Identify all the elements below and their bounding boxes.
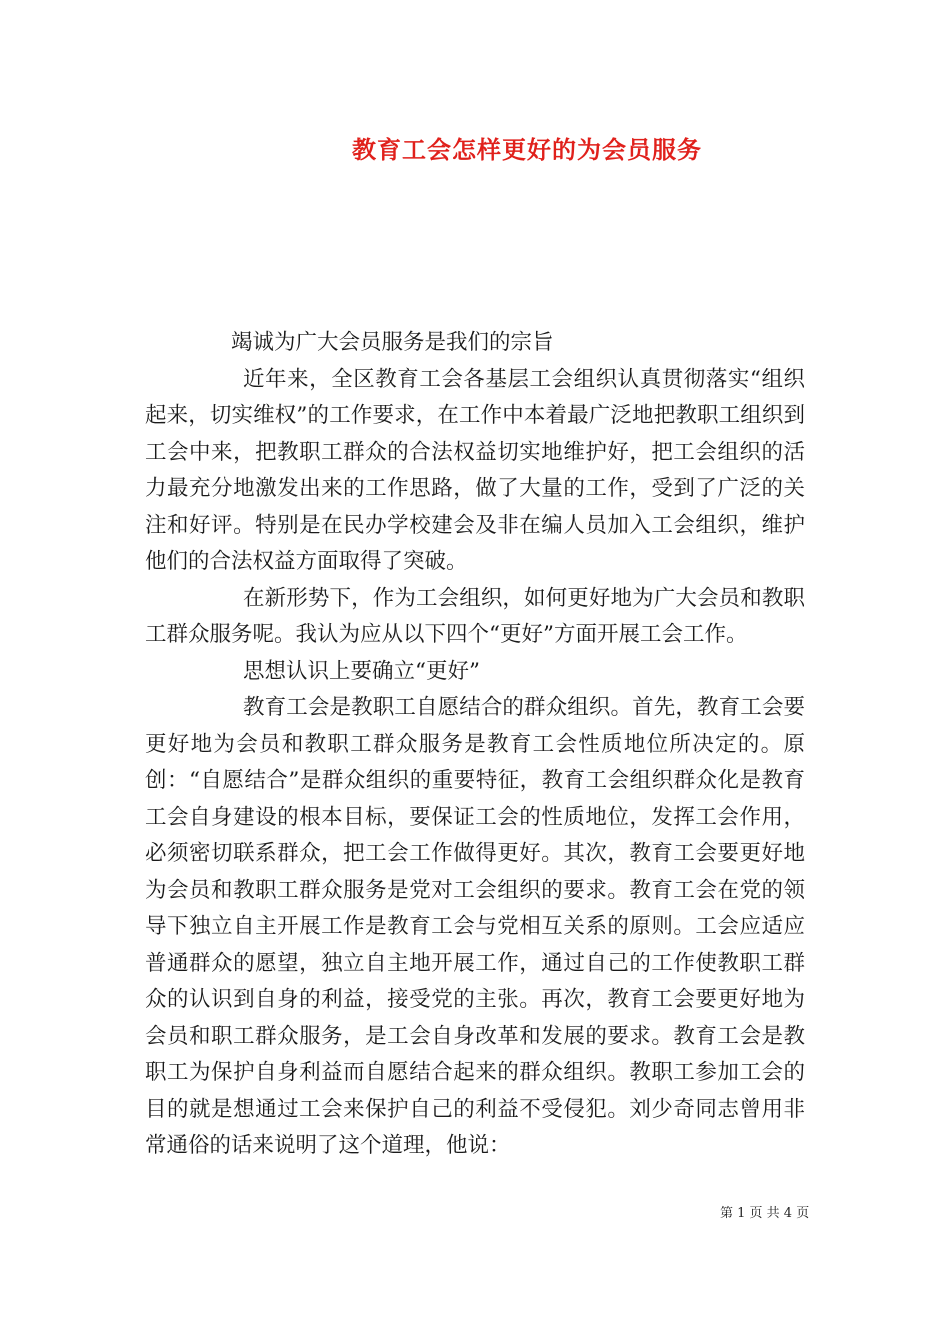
page-number-footer: 第 1 页 共 4 页 bbox=[720, 1206, 810, 1221]
section-heading: 思想认识上要确立“更好” bbox=[243, 658, 480, 684]
body-paragraph: 教育工会是教职工自愿结合的群众组织。首先，教育工会要更好地为会员和教职工群众服务是教育工会性质地位所决定的。原创：“自愿结合”是群众组织的重要特征，教育工会组织群众化是教育工会自身建设的根本目标，要保证工会的性质地位，发挥工会作用，必须密切联系群众，把工会工作做得更好。其次，教育工会要更好地为会员和教职工群众服务是党对工会组织的要求。教育工会在党的领导下独立自主开展工作是教育工会与党相互关系的原则。工会应适应普通群众的愿望，独立自主地开展工作，通过自己的工作使教职工群众的认识到自身的利益，接受党的主张。再次，教育工会要更好地为会员和职工群众服务，是工会自身改革和发展的要求。教育工会是教职工为保护自身利益而自愿结合起来的群众组织。教职工参加工会的目的就是想通过工会来保护自己的利益不受侵犯。刘少奇同志曾用非常通俗的话来说明了这个道理，他说： bbox=[145, 695, 805, 1158]
document-body bbox=[145, 325, 805, 1165]
section-heading: 竭诚为广大会员服务是我们的宗旨 bbox=[231, 330, 554, 355]
document-title: 教育工会怎样更好的为会员服务 bbox=[352, 135, 702, 164]
body-paragraph: 在新形势下，作为工会组织，如何更好地为广大会员和教职工群众服务呢。我认为应从以下四个“更好”方面开展工会工作。 bbox=[145, 585, 805, 647]
body-paragraph: 近年来，全区教育工会各基层工会组织认真贯彻落实“组织起来，切实维权”的工作要求，在工作中本着最广泛地把教职工组织到工会中来，把教职工群众的合法权益切实地维护好，把工会组织的活力最充分地激发出来的工作思路，做了大量的工作，受到了广泛的关注和好评。特别是在民办学校建会及非在编人员加入工会组织，维护他们的合法权益方面取得了突破。 bbox=[145, 366, 805, 574]
